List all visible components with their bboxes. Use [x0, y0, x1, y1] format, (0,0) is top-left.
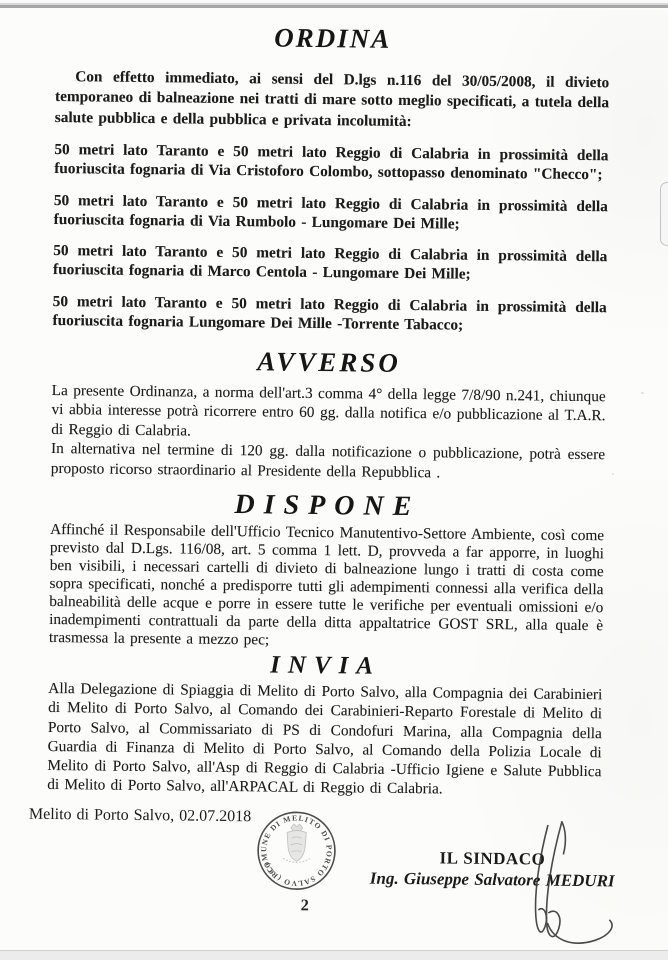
document-body — [28, 14, 615, 955]
section-heading-avverso: AVVERSO — [257, 345, 402, 378]
section-heading-ordina: ORDINA — [274, 22, 392, 54]
stamp-ring-text: COMUNE DI MELITO DI PORTO SALVO (RC) — [259, 813, 334, 889]
scan-noise — [612, 473, 614, 475]
signature-stroke-icon — [443, 819, 656, 951]
stamp-coat-of-arms-icon — [283, 824, 310, 863]
document-footer — [28, 798, 615, 954]
no-swim-zone-item-1: 50 metri lato Taranto e 50 metri lato Reggio di Calabria in prossimità della fuoriuscita fognaria di Via Cristoforo Colombo, sottopasso denominato "Checco"; — [54, 141, 609, 184]
section-heading-dispone: DISPONE — [234, 488, 421, 522]
distribution-list-paragraph: Alla Delegazione di Spiaggia di Melito di Porto Salvo, alla Compagnia dei Carabinieri di Melito di Porto Salvo, al Comando dei Carabinieri-Reparto Forestale di Melito di Porto Salvo, al Commissariato di PS di Condofuri Marina, alla Compagnia della Guardia di Finanza di Melito di Porto Salvo, al Comando della Polizia Locale di Melito di Porto Salvo, all'Asp di Reggio di Calabria -Ufficio Igiene e Salute Pubblica di Melito di Porto Salvo, all'ARPACAL di Reggio di Calabria. — [47, 680, 603, 798]
scrollbar-thumb[interactable] — [660, 182, 668, 246]
signer-title: IL SINDACO — [439, 848, 546, 870]
no-swim-zone-item-3: 50 metri lato Taranto e 50 metri lato Reggio di Calabria in prossimità della fuoriuscita fognaria di Marco Centola - Lungomare Dei Mille; — [53, 242, 608, 283]
place-date-line: Melito di Porto Salvo, 02.07.2018 — [28, 806, 252, 826]
scan-noise — [641, 392, 644, 394]
signer-name: Ing. Giuseppe Salvatore MEDURI — [369, 869, 615, 891]
no-swim-zone-item-2: 50 metri lato Taranto e 50 metri lato Reggio di Calabria in prossimità della fuoriuscita fognaria di Via Rumbolo - Lungomare Dei Mille; — [53, 191, 608, 233]
appeal-paragraph-2: In alternativa nel termine di 120 gg. dalla notificazione o pubblicazione, potrà essere proposto ricorso straordinario al Presidente della Repubblica . — [50, 440, 606, 482]
ordinance-intro: Con effetto immediato, ai sensi del D.lgs n.116 del 30/05/2008, il divieto temporaneo di balneazione nei tratti di mare sotto meglio specificati, a tutela della salute pubblica e della pubblica e privata incolumità: — [54, 68, 610, 130]
appeal-paragraph-1: La presente Ordinanza, a norma dell'art.3 comma 4° della legge 7/8/90 n.241, chiunque vi abbia interesse potrà ricorrere entro 60 gg. dalla notifica e/o pubblicazione al T.A.R. di Reggio di Calabria. — [51, 381, 606, 440]
section-heading-invia: INVIA — [270, 651, 382, 680]
scan-bottom-edge — [0, 950, 668, 960]
municipal-stamp — [248, 803, 345, 922]
scan-top-edge — [0, 0, 668, 10]
dispone-paragraph: Affinché il Responsabile dell'Ufficio Tecnico Manutentivo-Settore Ambiente, così come previsto dal D.Lgs. 116/08, art. 5 comma 1 lett. D, provveda a far apporre, in luoghi ben visibili, i necessari cartelli di divieto di balneazione lungo i tratti di costa come sopra specificati, nonché a predisporre tutti gli adempimenti connessi alla verifica della balneabilità delle acque e porre in essere tutte le verifiche per eventuali omissioni e/o inadempimenti contrattuali da parte della ditta appaltatrice GOST SRL, alla quale è trasmessa la presente a mezzo pec; — [48, 520, 605, 649]
no-swim-zone-item-4: 50 metri lato Taranto e 50 metri lato Reggio di Calabria in prossimità della fuoriuscita fognaria Lungomare Dei Mille -Torrente Tabacco; — [52, 292, 607, 334]
page-number: 2 — [300, 895, 309, 915]
